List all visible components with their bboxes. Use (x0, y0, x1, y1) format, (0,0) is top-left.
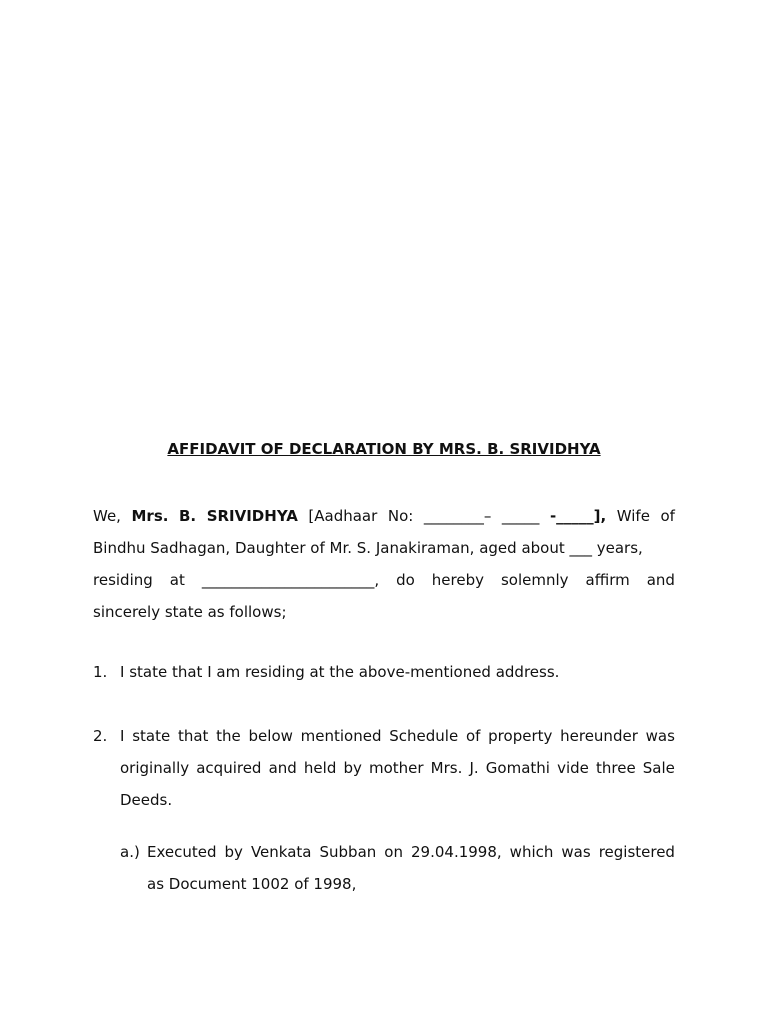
document-title: AFFIDAVIT OF DECLARATION BY MRS. B. SRIVIDHYA (167, 440, 601, 458)
line-word: the (216, 727, 241, 745)
intro-word: and (646, 571, 675, 589)
intro-paragraph (93, 500, 675, 628)
line-word: Sale (642, 759, 675, 777)
intro-word: _______________________, (201, 571, 380, 589)
intro-word: Wife (616, 507, 650, 525)
intro-word: residing (93, 571, 153, 589)
intro-word-bold: SRIVIDHYA (206, 507, 298, 525)
line-word: on (384, 843, 403, 861)
list-item-line: Deeds. (120, 791, 173, 809)
line-word: was (645, 727, 675, 745)
line-word: mother (368, 759, 424, 777)
line-word: Subban (319, 843, 377, 861)
line-word: property (488, 727, 553, 745)
line-word: Gomathi (485, 759, 550, 777)
sub-item-line: as Document 1002 of 1998, (147, 875, 357, 893)
line-word: by (224, 843, 243, 861)
intro-word: solemnly (500, 571, 569, 589)
list-item-body (120, 656, 675, 688)
line-word: that (177, 727, 209, 745)
line-word: held (303, 759, 337, 777)
line-word: 29.04.1998, (411, 843, 502, 861)
line-word: and (268, 759, 297, 777)
line-word: acquired (196, 759, 262, 777)
intro-word: affirm (585, 571, 630, 589)
line-word: Executed (147, 843, 217, 861)
list-item-number: 2. (93, 727, 108, 745)
line-word: J. (469, 759, 479, 777)
line-word: Schedule (389, 727, 459, 745)
sub-item-body (147, 836, 675, 900)
intro-word-bold: B. (179, 507, 197, 525)
line-word: registered (598, 843, 675, 861)
line-word: vide (557, 759, 589, 777)
line-word: hereunder (560, 727, 638, 745)
intro-word: ________– (423, 507, 492, 525)
intro-line-3 (93, 564, 675, 596)
list-item-body (120, 720, 675, 816)
list-item-line: I state that I am residing at the above-mentioned address. (120, 663, 560, 681)
line-word: Mrs. (430, 759, 463, 777)
intro-word: _____ (501, 507, 540, 525)
line-word: was (561, 843, 591, 861)
intro-word: -_____], (549, 507, 607, 525)
line-word: below (248, 727, 293, 745)
intro-word: [Aadhaar (308, 507, 378, 525)
intro-word: No: (387, 507, 414, 525)
line-word: which (509, 843, 554, 861)
line-word: originally (120, 759, 190, 777)
list-item-number: 1. (93, 663, 108, 681)
line-word: of (465, 727, 481, 745)
line-word: by (343, 759, 362, 777)
line-word: I (120, 727, 125, 745)
intro-line-2: Bindhu Sadhagan, Daughter of Mr. S. Janakiraman, aged about ___ years, (93, 539, 643, 557)
intro-word-bold: Mrs. (131, 507, 169, 525)
line-word: three (595, 759, 636, 777)
line-word: mentioned (300, 727, 382, 745)
intro-word: at (169, 571, 185, 589)
sub-item-number: a.) (120, 843, 140, 861)
line-word: Venkata (250, 843, 312, 861)
list-item-line (120, 720, 675, 752)
list-item-line (120, 752, 675, 784)
intro-word: We, (93, 507, 121, 525)
intro-line-4: sincerely state as follows; (93, 603, 287, 621)
sub-item-line (147, 836, 675, 868)
intro-word: hereby (431, 571, 484, 589)
intro-line-1 (93, 500, 675, 532)
intro-word: do (396, 571, 415, 589)
intro-word: of (660, 507, 675, 525)
line-word: state (132, 727, 171, 745)
